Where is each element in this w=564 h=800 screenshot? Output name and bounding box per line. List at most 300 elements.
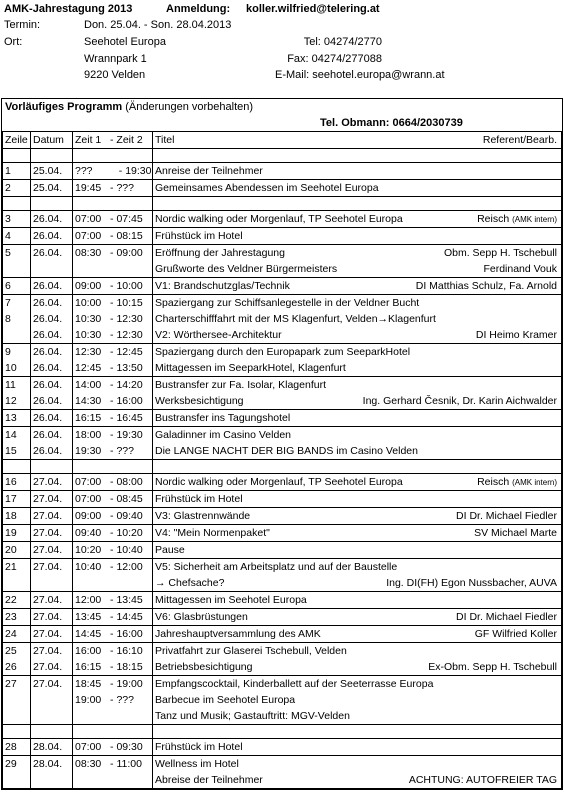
program-row <box>3 643 562 676</box>
program-row <box>3 609 562 626</box>
title-line <box>155 592 559 608</box>
row-date-value: 26.04. <box>33 362 63 374</box>
title-text: Tanz und Musik; Gastauftritt: MGV-Velden <box>155 710 350 722</box>
row-number-value: 19 <box>5 527 17 539</box>
row-date <box>31 410 73 427</box>
title-text: V4: "Mein Normenpaket" <box>155 527 270 539</box>
program-row <box>3 377 562 410</box>
column-header-datum: Datum <box>31 132 73 149</box>
row-time-value: 08:30 - 09:00 <box>75 247 143 259</box>
title-line <box>155 327 559 343</box>
program-title-bold: Vorläufiges Programm <box>5 101 123 113</box>
program-row <box>3 739 562 756</box>
title-text: Die LANGE NACHT DER BIG BANDS im Casino Velden <box>155 445 418 457</box>
row-time-value: 09:40 - 10:20 <box>75 527 143 539</box>
row-number-value: 18 <box>5 510 17 522</box>
row-number <box>3 508 31 525</box>
row-number-value: 10 <box>5 362 17 374</box>
title-line <box>155 756 559 772</box>
row-number-value <box>5 327 28 343</box>
referent-cell <box>456 609 557 625</box>
title-text: Bustransfer ins Tagungshotel <box>155 412 291 424</box>
row-date-value: 26.04. <box>33 313 63 325</box>
row-date-value: 26.04. <box>33 280 63 292</box>
row-date <box>31 609 73 626</box>
row-time <box>73 427 153 460</box>
row-time <box>73 559 153 592</box>
row-number <box>3 739 31 756</box>
title-line <box>155 211 559 227</box>
row-date <box>31 626 73 643</box>
program-row <box>3 163 562 180</box>
referent-name: DI Dr. Michael Fiedler <box>456 611 557 623</box>
row-number <box>3 163 31 180</box>
program-row <box>3 228 562 245</box>
row-date-value: 26.04. <box>33 429 63 441</box>
row-title <box>153 278 562 295</box>
row-time-value: 16:15 - 18:15 <box>75 661 143 673</box>
column-header-zeile: Zeile <box>3 132 31 149</box>
termin-label: Termin: <box>4 19 41 31</box>
spacer-cell <box>153 149 562 163</box>
row-number <box>3 609 31 626</box>
title-text: Eröffnung der Jahrestagung <box>155 247 285 259</box>
row-time <box>73 278 153 295</box>
spacer-cell <box>153 197 562 211</box>
program-row <box>3 592 562 609</box>
row-time-value: 14:30 - 16:00 <box>75 395 143 407</box>
title-line <box>155 311 559 327</box>
program-row <box>3 344 562 377</box>
row-time <box>73 676 153 725</box>
referent-name: SV Michael Marte <box>474 527 557 539</box>
row-time <box>73 180 153 197</box>
spacer-row <box>3 197 562 211</box>
referent-cell <box>475 626 557 642</box>
row-number-value: 12 <box>5 395 17 407</box>
title-line <box>155 427 559 443</box>
title-line <box>155 278 559 294</box>
row-date-value: 26.04. <box>33 329 63 341</box>
row-number-value: 27 <box>5 678 17 690</box>
program-title <box>2 99 562 116</box>
spacer-cell <box>3 460 31 474</box>
row-number <box>3 211 31 228</box>
title-line <box>155 772 559 788</box>
column-header-titel-text: Titel <box>155 134 175 146</box>
referent-name: DI Dr. Michael Fiedler <box>456 510 557 522</box>
hotel-name: Seehotel Europa <box>84 36 166 48</box>
title-text: Nordic walking oder Morgenlauf, TP Seehotel Europa <box>155 213 403 225</box>
program-table-frame <box>1 98 563 790</box>
title-text: Frühstück im Hotel <box>155 741 243 753</box>
row-date-value: 28.04. <box>33 758 63 770</box>
row-time-value: 09:00 - 09:40 <box>75 510 143 522</box>
row-number-value: 28 <box>5 741 17 753</box>
title-text: Charterschifffahrt mit der MS Klagenfurt, Velden→Klagenfurt <box>155 313 436 325</box>
title-line <box>155 609 559 625</box>
title-text: Mittagessen im SeeparkHotel, Klagenfurt <box>155 362 346 374</box>
row-number-value: 25 <box>5 645 17 657</box>
row-number <box>3 245 31 278</box>
obmann-phone: Tel. Obmann: 0664/2030739 <box>320 117 463 129</box>
row-time-value: 10:40 - 12:00 <box>75 561 143 573</box>
row-date-value: 27.04. <box>33 510 63 522</box>
referent-name: Ing. Gerhard Česnik, Dr. Karin Aichwalder <box>362 395 557 407</box>
title-text: Wellness im Hotel <box>155 758 239 770</box>
row-date <box>31 525 73 542</box>
row-date <box>31 542 73 559</box>
row-number <box>3 410 31 427</box>
title-line <box>155 228 559 244</box>
spacer-cell <box>31 725 73 739</box>
row-title <box>153 739 562 756</box>
title-text: V2: Wörthersee-Architektur <box>155 329 282 341</box>
row-date <box>31 592 73 609</box>
title-line <box>155 525 559 541</box>
hotel-email[interactable]: E-Mail: seehotel.europa@wrann.at <box>275 69 445 81</box>
referent-cell <box>363 393 557 409</box>
title-line <box>155 245 559 261</box>
program-row <box>3 626 562 643</box>
spacer-cell <box>31 460 73 474</box>
row-time-value: 13:45 - 14:45 <box>75 611 143 623</box>
title-line <box>155 261 559 277</box>
spacer-row <box>3 725 562 739</box>
title-line <box>155 659 559 675</box>
row-time <box>73 525 153 542</box>
row-date-value: 27.04. <box>33 678 63 690</box>
row-title <box>153 245 562 278</box>
row-date <box>31 295 73 344</box>
title-text: Gemeinsames Abendessen im Seehotel Europa <box>155 182 379 194</box>
row-number <box>3 180 31 197</box>
row-time-value: 12:30 - 12:45 <box>75 346 143 358</box>
row-time-value: 08:30 - 11:00 <box>75 758 142 770</box>
row-number-value: 7 <box>5 297 11 309</box>
row-date-value: 27.04. <box>33 493 63 505</box>
title-text: Barbecue im Seehotel Europa <box>155 694 296 706</box>
row-date-value: 27.04. <box>33 594 63 606</box>
row-number <box>3 491 31 508</box>
row-time-value: 19:00 - ??? <box>75 694 134 706</box>
referent-name: Ferdinand Vouk <box>483 263 557 275</box>
document-title: AMK-Jahrestagung 2013 <box>4 3 133 15</box>
referent-name: DI Matthias Schulz, Fa. Arnold <box>415 280 557 292</box>
title-line <box>155 180 559 196</box>
row-number <box>3 278 31 295</box>
row-title <box>153 211 562 228</box>
row-date <box>31 491 73 508</box>
anmeldung-email[interactable]: koller.wilfried@telering.at <box>246 3 380 15</box>
program-table <box>2 131 562 789</box>
title-text: V3: Glastrennwände <box>155 510 251 522</box>
column-header-referent: Referent/Bearb. <box>482 134 557 146</box>
row-title <box>153 626 562 643</box>
title-text: V5: Sicherheit am Arbeitsplatz und auf der Baustelle <box>155 561 398 573</box>
row-time-value: 12:00 - 13:45 <box>75 594 143 606</box>
row-title <box>153 295 562 344</box>
spacer-cell <box>73 149 153 163</box>
row-date <box>31 245 73 278</box>
row-time <box>73 211 153 228</box>
program-row <box>3 474 562 491</box>
row-date <box>31 474 73 491</box>
row-number <box>3 756 31 789</box>
row-date <box>31 278 73 295</box>
title-text: Anreise der Teilnehmer <box>155 165 263 177</box>
row-number-value: 29 <box>5 758 17 770</box>
row-number <box>3 592 31 609</box>
row-number-value: 26 <box>5 661 17 673</box>
program-row <box>3 245 562 278</box>
row-date-value: 26.04. <box>33 346 63 358</box>
row-number <box>3 542 31 559</box>
spacer-cell <box>73 197 153 211</box>
row-time-value: 14:45 - 16:00 <box>75 628 143 640</box>
row-date <box>31 344 73 377</box>
row-date-value: 28.04. <box>33 741 63 753</box>
row-number <box>3 295 31 344</box>
row-title <box>153 228 562 245</box>
title-text: Privatfahrt zur Glaserei Tschebull, Velden <box>155 645 347 657</box>
row-title <box>153 410 562 427</box>
spacer-cell <box>3 197 31 211</box>
row-number-value: 16 <box>5 476 17 488</box>
spacer-cell <box>73 460 153 474</box>
spacer-cell <box>3 725 31 739</box>
title-line <box>155 344 559 360</box>
title-line <box>155 295 559 311</box>
title-line <box>155 377 559 393</box>
row-date-value: 26.04. <box>33 247 63 259</box>
termin-value: Don. 25.04. - Son. 28.04.2013 <box>84 19 232 31</box>
title-text: Mittagessen im Seehotel Europa <box>155 594 307 606</box>
row-date <box>31 508 73 525</box>
row-date <box>31 180 73 197</box>
referent-note: (AMK intern) <box>512 215 557 224</box>
row-time <box>73 643 153 676</box>
title-line <box>155 643 559 659</box>
row-title <box>153 491 562 508</box>
row-title <box>153 676 562 725</box>
row-date-value: 25.04. <box>33 182 63 194</box>
row-title <box>153 559 562 592</box>
row-number <box>3 626 31 643</box>
referent-cell <box>474 525 557 541</box>
row-date-value: 27.04. <box>33 611 63 623</box>
row-time-value: 10:20 - 10:40 <box>75 544 143 556</box>
title-text: Spaziergang zur Schiffsanlegestelle in der Veldner Bucht <box>155 297 420 309</box>
row-time-value: 07:00 - 08:15 <box>75 230 143 242</box>
row-title <box>153 377 562 410</box>
row-number <box>3 228 31 245</box>
title-line <box>155 708 559 724</box>
row-title <box>153 643 562 676</box>
title-text: Frühstück im Hotel <box>155 230 243 242</box>
hotel-street: Wrannpark 1 <box>84 53 147 65</box>
row-time <box>73 542 153 559</box>
spacer-row <box>3 460 562 474</box>
row-date-value: 26.04. <box>33 297 63 309</box>
row-title <box>153 344 562 377</box>
referent-cell <box>444 245 557 261</box>
row-time-value: 10:30 - 12:30 <box>75 329 143 341</box>
title-text: → Chefsache? <box>155 577 225 589</box>
row-number-value: 24 <box>5 628 17 640</box>
hotel-phone: Tel: 04274/2770 <box>303 36 382 48</box>
row-title <box>153 508 562 525</box>
row-time <box>73 626 153 643</box>
row-date-value: 26.04. <box>33 395 63 407</box>
referent-cell <box>456 508 557 524</box>
row-time <box>73 228 153 245</box>
title-line <box>155 491 559 507</box>
row-date-value: 25.04. <box>33 165 63 177</box>
title-line <box>155 692 559 708</box>
row-number-value: 17 <box>5 493 17 505</box>
title-line <box>155 410 559 426</box>
hotel-city: 9220 Velden <box>84 69 146 81</box>
column-header-titel <box>153 132 562 149</box>
row-date <box>31 643 73 676</box>
row-date <box>31 228 73 245</box>
program-row <box>3 676 562 725</box>
row-date <box>31 756 73 789</box>
row-number <box>3 676 31 725</box>
program-row <box>3 508 562 525</box>
row-time <box>73 245 153 278</box>
title-line <box>155 360 559 376</box>
row-time <box>73 295 153 344</box>
row-time <box>73 491 153 508</box>
row-number-value: 4 <box>5 230 11 242</box>
row-time <box>73 508 153 525</box>
row-title <box>153 525 562 542</box>
title-text: Pause <box>155 544 185 556</box>
row-time-value: 07:00 - 08:45 <box>75 493 143 505</box>
row-time <box>73 756 153 789</box>
program-row <box>3 295 562 344</box>
column-header-titel-line <box>155 132 559 148</box>
row-title <box>153 474 562 491</box>
spacer-cell <box>153 460 562 474</box>
row-time <box>73 592 153 609</box>
spacer-cell <box>3 149 31 163</box>
row-time-value: 07:00 - 09:30 <box>75 741 143 753</box>
program-row <box>3 427 562 460</box>
row-time-value: 19:30 - ??? <box>75 445 134 457</box>
row-number-value: 22 <box>5 594 17 606</box>
title-text: Werksbesichtigung <box>155 395 244 407</box>
referent-name: DI Heimo Kramer <box>475 329 557 341</box>
row-number-value: 13 <box>5 412 17 424</box>
row-date-value: 26.04. <box>33 412 63 424</box>
row-time <box>73 344 153 377</box>
row-date <box>31 739 73 756</box>
title-text: Spaziergang durch den Europapark zum SeeparkHotel <box>155 346 411 358</box>
title-text: Galadinner im Casino Velden <box>155 429 291 441</box>
row-date-value: 26.04. <box>33 213 63 225</box>
title-text: V6: Glasbrüstungen <box>155 611 248 623</box>
row-time-value: 18:00 - 19:30 <box>75 429 143 441</box>
referent-name: ACHTUNG: AUTOFREIER TAG <box>408 774 557 786</box>
referent-cell <box>386 575 557 591</box>
row-time-value: 18:45 - 19:00 <box>75 678 143 690</box>
title-text: Jahreshauptversammlung des AMK <box>155 628 321 640</box>
row-title <box>153 163 562 180</box>
row-date-value: 27.04. <box>33 561 63 573</box>
row-title <box>153 180 562 197</box>
referent-name: Obm. Sepp H. Tschebull <box>443 247 557 259</box>
row-date <box>31 676 73 725</box>
row-time <box>73 609 153 626</box>
program-row <box>3 525 562 542</box>
row-title <box>153 756 562 789</box>
row-number-value: 3 <box>5 213 11 225</box>
row-number-value: 23 <box>5 611 17 623</box>
program-row <box>3 491 562 508</box>
row-date-value: 27.04. <box>33 661 63 673</box>
row-date-value: 26.04. <box>33 230 63 242</box>
referent-cell <box>477 211 557 228</box>
referent-name: Ing. DI(FH) Egon Nussbacher, AUVA <box>386 577 557 589</box>
row-number <box>3 474 31 491</box>
referent-cell <box>416 278 557 294</box>
row-time-value: 09:00 - 10:00 <box>75 280 143 292</box>
row-number <box>3 525 31 542</box>
row-number-value: 6 <box>5 280 11 292</box>
referent-cell <box>409 772 557 788</box>
program-row <box>3 542 562 559</box>
row-number-value: 2 <box>5 182 11 194</box>
row-time-value: 07:00 - 08:00 <box>75 476 143 488</box>
column-header-row <box>3 132 562 149</box>
title-line <box>155 393 559 409</box>
spacer-cell <box>31 149 73 163</box>
row-number <box>3 377 31 410</box>
referent-name: GF Wilfried Koller <box>474 628 557 640</box>
title-text: Abreise der Teilnehmer <box>155 774 263 786</box>
row-time-value: 10:30 - 12:30 <box>75 313 143 325</box>
title-text: Bustransfer zur Fa. Isolar, Klagenfurt <box>155 379 326 391</box>
spacer-row <box>3 149 562 163</box>
row-time <box>73 474 153 491</box>
referent-note: (AMK intern) <box>512 478 557 487</box>
row-time <box>73 410 153 427</box>
title-text: Grußworte des Veldner Bürgermeisters <box>155 263 338 275</box>
row-date-value: 26.04. <box>33 379 63 391</box>
row-date-value: 26.04. <box>33 445 63 457</box>
row-time-value: 14:00 - 14:20 <box>75 379 143 391</box>
program-title-note: (Änderungen vorbehalten) <box>122 101 254 113</box>
row-number <box>3 427 31 460</box>
title-line <box>155 474 559 490</box>
referent-cell <box>428 659 557 675</box>
row-time <box>73 377 153 410</box>
row-date-value: 27.04. <box>33 527 63 539</box>
row-number-value: 14 <box>5 429 17 441</box>
row-date <box>31 211 73 228</box>
row-number-value: 8 <box>5 313 11 325</box>
row-date-value: 27.04. <box>33 476 63 488</box>
spacer-cell <box>153 725 562 739</box>
row-date-value: 27.04. <box>33 544 63 556</box>
title-line <box>155 508 559 524</box>
title-line <box>155 163 559 179</box>
title-text: Betriebsbesichtigung <box>155 661 253 673</box>
row-title <box>153 427 562 460</box>
